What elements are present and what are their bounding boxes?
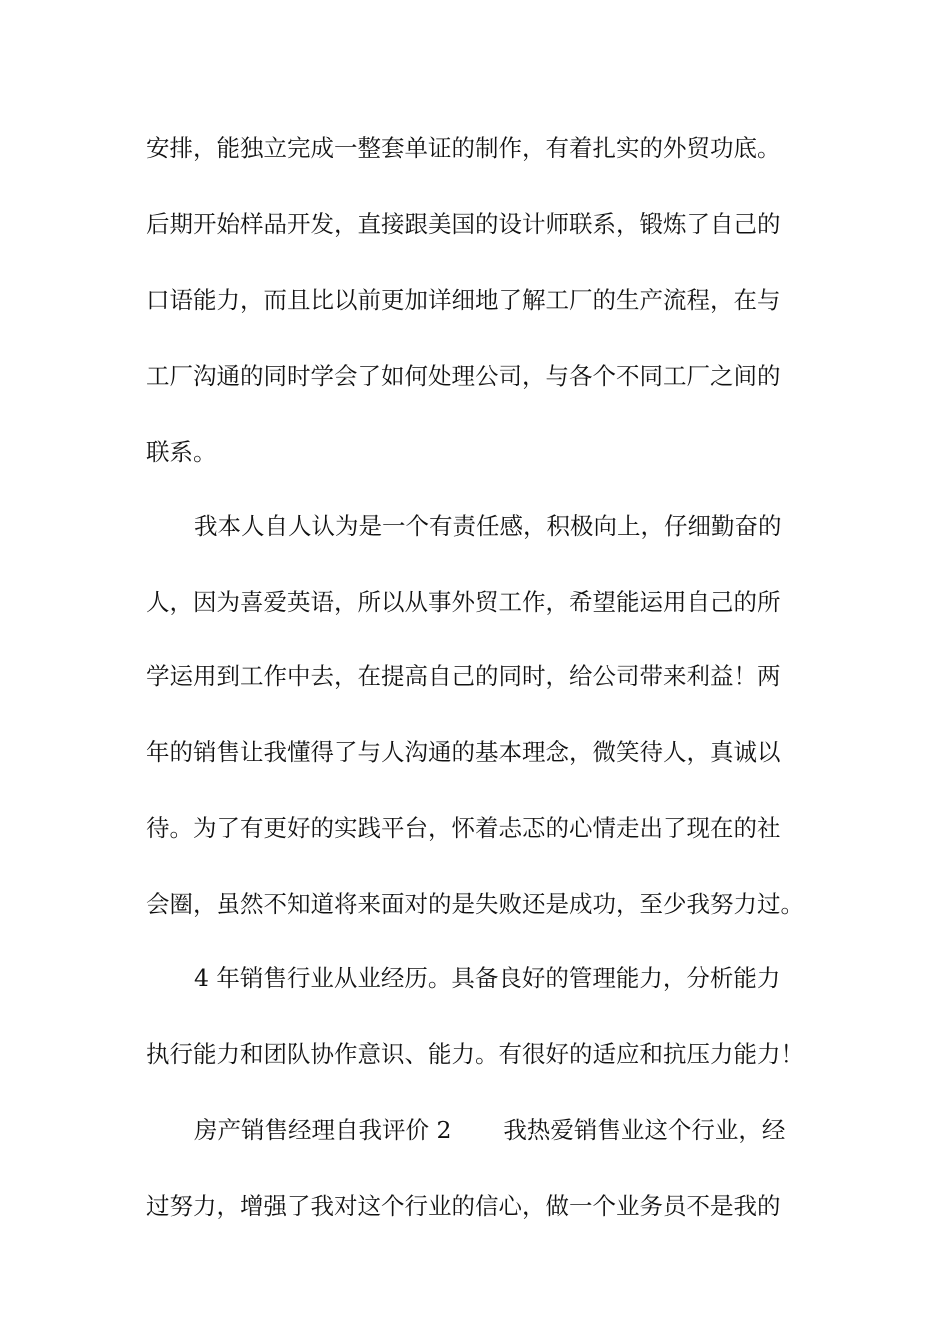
text-line: 口语能力，而且比以前更加详细地了解工厂的生产流程，在与 (146, 286, 781, 314)
text-line: 人，因为喜爱英语，所以从事外贸工作，希望能运用自己的所 (146, 588, 781, 616)
text-line: 执行能力和团队协作意识、能力。有很好的适应和抗压力能力！ (146, 1040, 804, 1068)
heading-continuation: 我热爱销售业这个行业，经 (503, 1116, 786, 1144)
text-line: 后期开始样品开发，直接跟美国的设计师联系，锻炼了自己的 (146, 210, 781, 238)
paragraph-first-line: 4 年销售行业从业经历。具备良好的管理能力，分析能力 (194, 964, 781, 992)
paragraph-first-line: 我本人自人认为是一个有责任感，积极向上，仔细勤奋的 (194, 512, 782, 540)
text-line: 过努力，增强了我对这个行业的信心，做一个业务员不是我的 (146, 1192, 781, 1220)
text-line: 学运用到工作中去，在提高自己的同时，给公司带来利益！两 (146, 662, 781, 690)
section-heading-line (194, 1110, 814, 1150)
text-line: 安排，能独立完成一整套单证的制作，有着扎实的外贸功底。 (146, 134, 781, 162)
text-line: 工厂沟通的同时学会了如何处理公司，与各个不同工厂之间的 (146, 362, 781, 390)
text-line: 年的销售让我懂得了与人沟通的基本理念，微笑待人，真诚以 (146, 738, 781, 766)
text-line: 联系。 (146, 438, 217, 466)
text-line: 待。为了有更好的实践平台，怀着忐忑的心情走出了现在的社 (146, 814, 781, 842)
text-line: 会圈，虽然不知道将来面对的是失败还是成功，至少我努力过。 (146, 890, 804, 918)
section-heading: 房产销售经理自我评价 2 (194, 1116, 452, 1144)
